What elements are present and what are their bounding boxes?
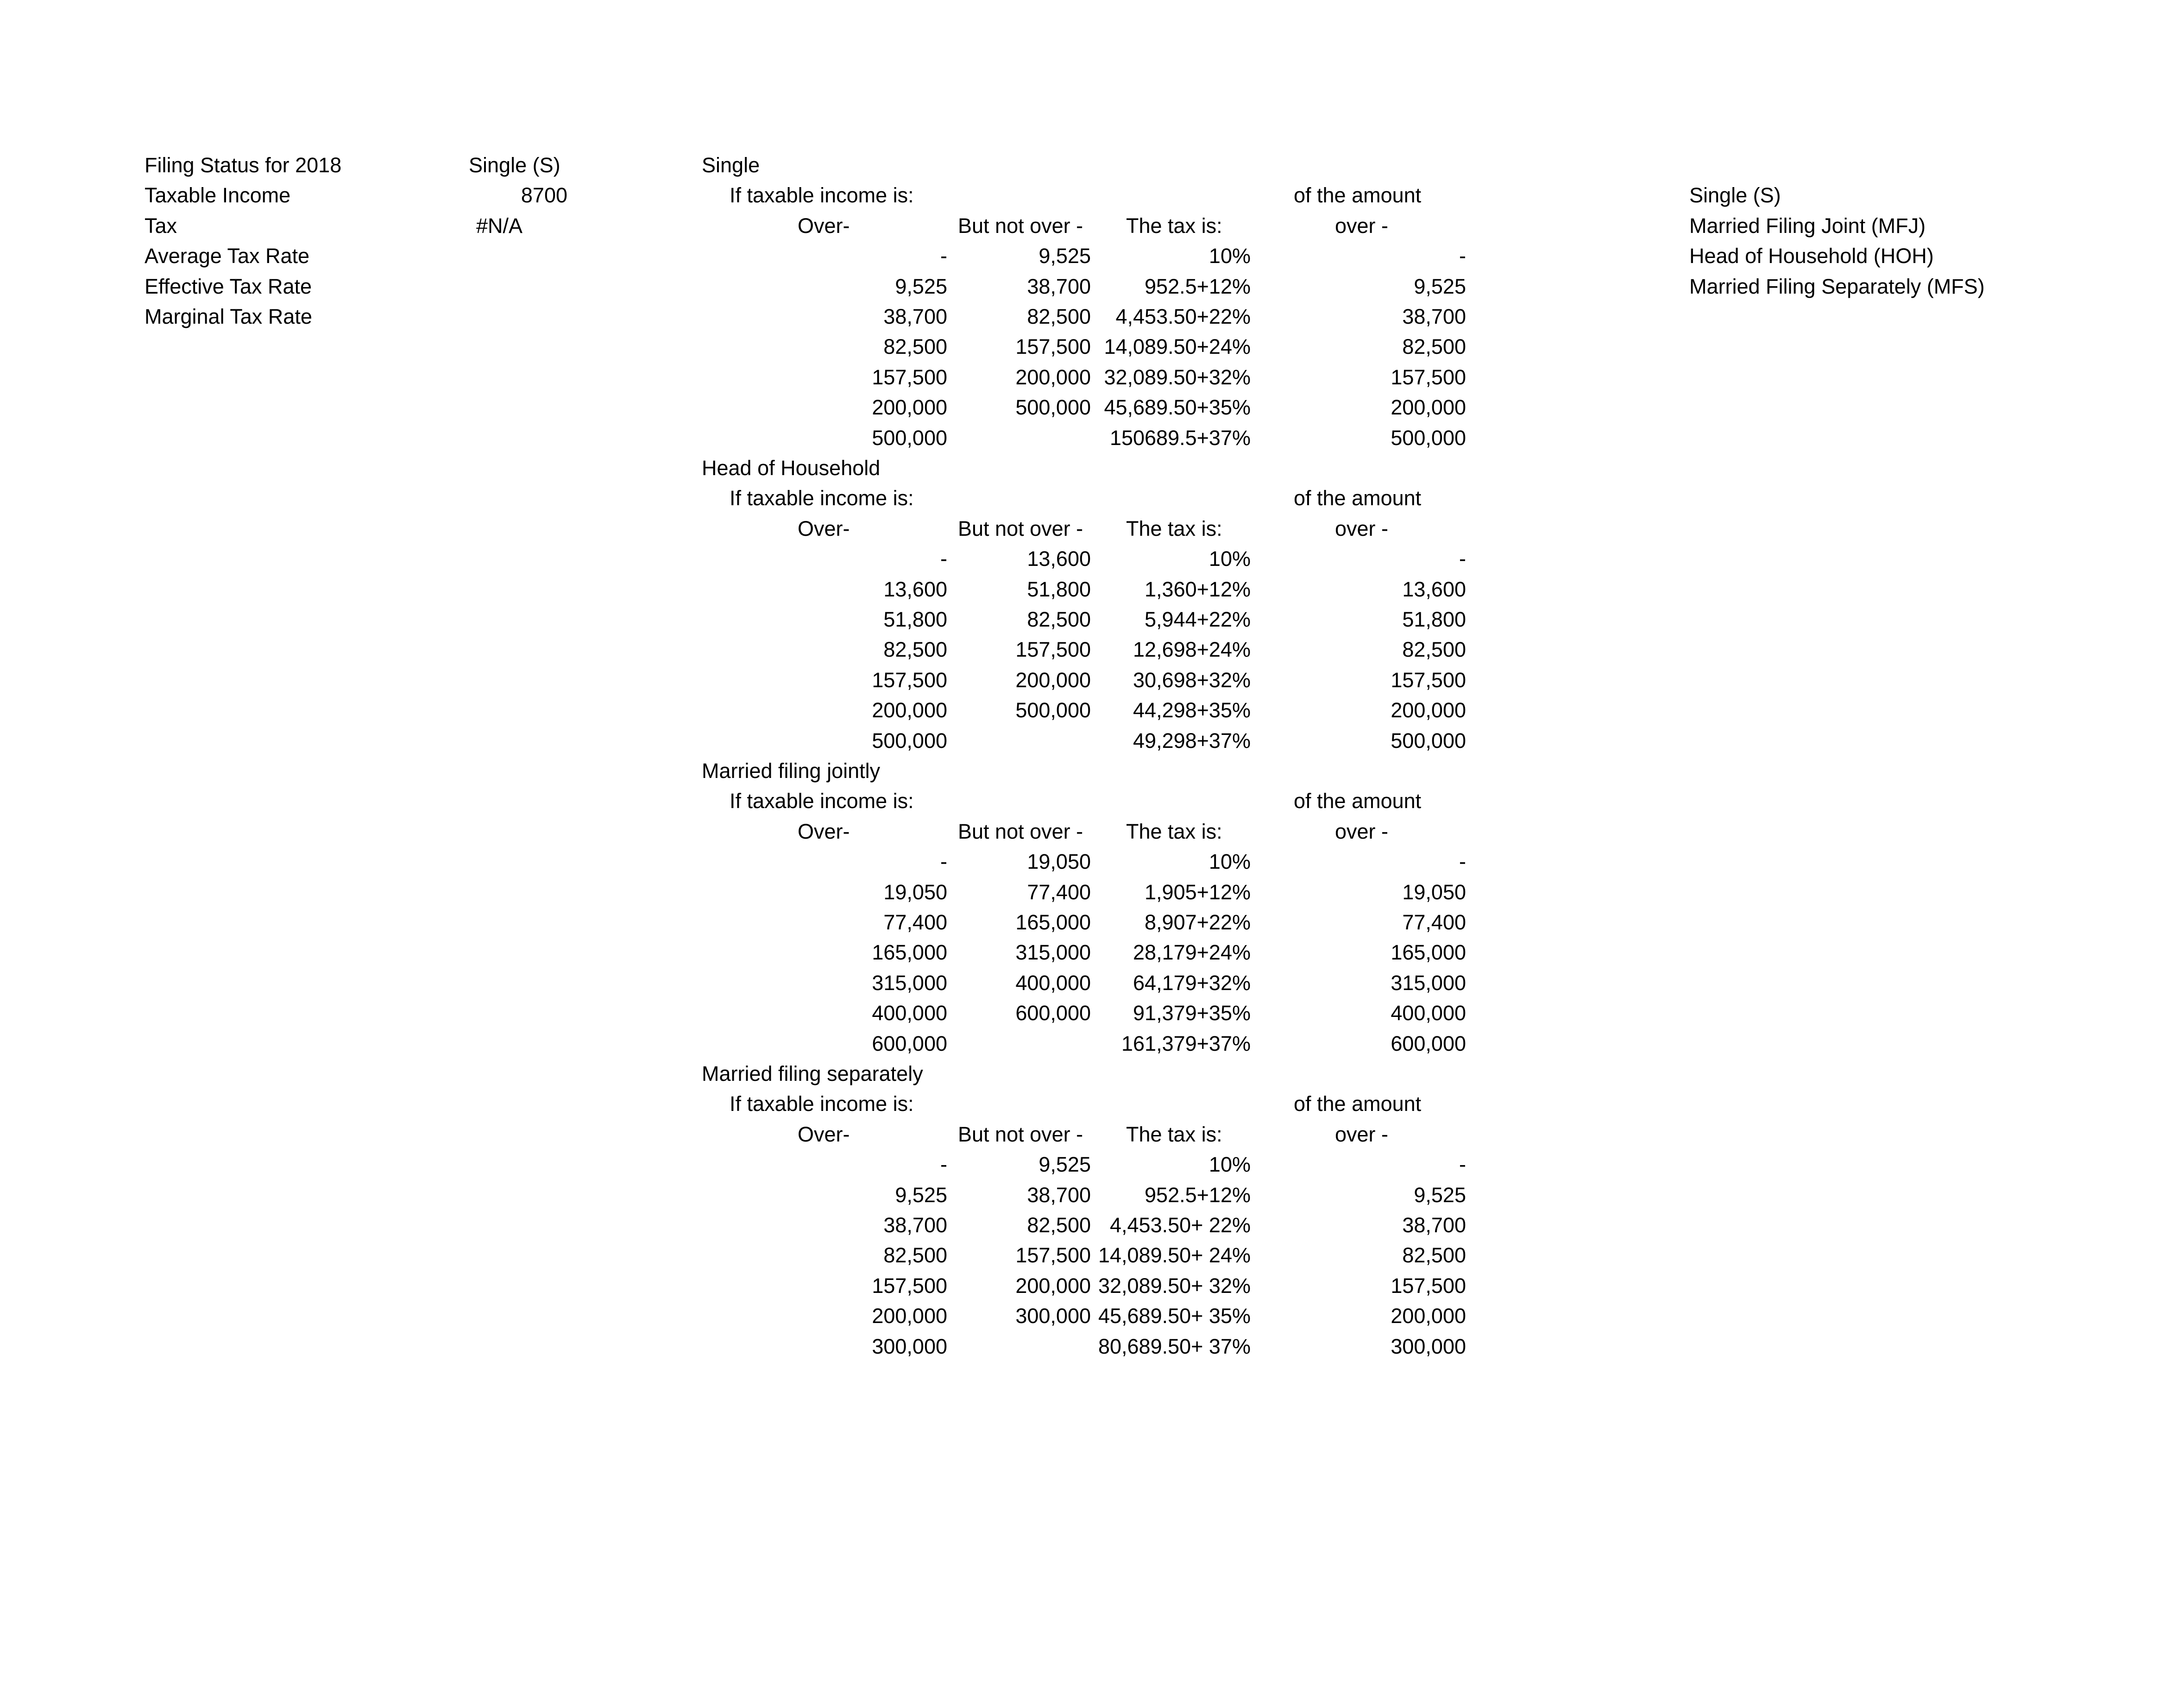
- bracket-amount-over[interactable]: 19,050: [1402, 880, 1466, 904]
- table-header-if-income[interactable]: If taxable income is:: [730, 183, 914, 207]
- bracket-over[interactable]: 200,000: [872, 698, 947, 722]
- col-header-tax[interactable]: The tax is:: [1126, 1122, 1222, 1146]
- bracket-over[interactable]: 200,000: [872, 1304, 947, 1328]
- table-header-if-income[interactable]: If taxable income is:: [730, 1092, 914, 1116]
- table-header-of-amount[interactable]: of the amount: [1294, 183, 1422, 207]
- col-header-not-over[interactable]: But not over -: [958, 516, 1083, 540]
- bracket-over[interactable]: 500,000: [872, 728, 947, 753]
- taxable-income-value[interactable]: 8700: [521, 183, 567, 207]
- bracket-over[interactable]: 77,400: [883, 910, 947, 934]
- bracket-not-over[interactable]: 400,000: [1015, 971, 1091, 995]
- bracket-not-over[interactable]: 300,000: [1015, 1304, 1091, 1328]
- bracket-not-over[interactable]: 82,500: [1027, 1213, 1091, 1237]
- bracket-tax[interactable]: 952.5+12%: [1145, 1183, 1251, 1207]
- bracket-over[interactable]: 9,525: [895, 274, 947, 298]
- bracket-tax[interactable]: 32,089.50+ 32%: [1098, 1273, 1251, 1298]
- bracket-tax[interactable]: 150689.5+37%: [1109, 426, 1251, 450]
- bracket-over[interactable]: 500,000: [872, 426, 947, 450]
- bracket-amount-over[interactable]: 82,500: [1402, 638, 1466, 662]
- table-title[interactable]: Married filing separately: [702, 1062, 923, 1085]
- bracket-over[interactable]: 400,000: [872, 1001, 947, 1025]
- col-header-tax[interactable]: The tax is:: [1126, 213, 1222, 238]
- bracket-over[interactable]: 51,800: [883, 608, 947, 631]
- bracket-tax[interactable]: 10%: [1208, 1153, 1251, 1177]
- bracket-amount-over[interactable]: 200,000: [1391, 395, 1466, 420]
- bracket-amount-over[interactable]: 13,600: [1402, 577, 1466, 601]
- bracket-tax[interactable]: 8,907+22%: [1145, 910, 1251, 934]
- bracket-amount-over[interactable]: -: [1459, 244, 1466, 268]
- bracket-not-over[interactable]: [950, 727, 1091, 755]
- bracket-not-over[interactable]: 157,500: [1015, 1243, 1091, 1267]
- bracket-over[interactable]: 157,500: [872, 1273, 947, 1298]
- bracket-tax[interactable]: 45,689.50+35%: [1104, 395, 1251, 420]
- bracket-amount-over[interactable]: 500,000: [1391, 426, 1466, 450]
- bracket-over[interactable]: 38,700: [883, 305, 947, 328]
- col-header-not-over[interactable]: But not over -: [958, 213, 1083, 238]
- bracket-amount-over[interactable]: 600,000: [1391, 1031, 1466, 1055]
- bracket-tax[interactable]: 45,689.50+ 35%: [1098, 1304, 1251, 1328]
- bracket-over[interactable]: 82,500: [883, 335, 947, 359]
- col-header-amount-over[interactable]: over -: [1335, 819, 1389, 843]
- bracket-not-over[interactable]: 38,700: [1027, 274, 1091, 298]
- col-header-amount-over[interactable]: over -: [1335, 213, 1389, 238]
- bracket-tax[interactable]: 4,453.50+22%: [1115, 305, 1251, 328]
- bracket-amount-over[interactable]: 82,500: [1402, 1243, 1466, 1267]
- filing-status-value[interactable]: Single (S): [469, 153, 560, 177]
- bracket-amount-over[interactable]: 200,000: [1391, 1304, 1466, 1328]
- bracket-tax[interactable]: 91,379+35%: [1133, 1001, 1251, 1025]
- table-header-of-amount[interactable]: of the amount: [1294, 789, 1422, 813]
- col-header-over[interactable]: Over-: [798, 819, 850, 843]
- bracket-not-over[interactable]: 13,600: [1027, 547, 1091, 571]
- bracket-not-over[interactable]: 500,000: [1015, 698, 1091, 722]
- col-header-over[interactable]: Over-: [798, 213, 850, 238]
- bracket-tax[interactable]: 14,089.50+24%: [1104, 335, 1251, 359]
- bracket-over[interactable]: -: [940, 1153, 947, 1177]
- bracket-not-over[interactable]: [950, 424, 1091, 452]
- bracket-not-over[interactable]: 82,500: [1027, 608, 1091, 631]
- bracket-amount-over[interactable]: 500,000: [1391, 728, 1466, 753]
- bracket-over[interactable]: 9,525: [895, 1183, 947, 1207]
- bracket-not-over[interactable]: 315,000: [1015, 941, 1091, 965]
- bracket-not-over[interactable]: 38,700: [1027, 1183, 1091, 1207]
- bracket-tax[interactable]: 28,179+24%: [1133, 941, 1251, 965]
- bracket-tax[interactable]: 10%: [1208, 547, 1251, 571]
- bracket-not-over[interactable]: 51,800: [1027, 577, 1091, 601]
- bracket-not-over[interactable]: 82,500: [1027, 305, 1091, 328]
- status-option[interactable]: Single (S): [1689, 183, 1781, 207]
- bracket-over[interactable]: 165,000: [872, 941, 947, 965]
- bracket-amount-over[interactable]: 51,800: [1402, 608, 1466, 631]
- bracket-tax[interactable]: 5,944+22%: [1145, 608, 1251, 631]
- bracket-tax[interactable]: 10%: [1208, 850, 1251, 874]
- bracket-amount-over[interactable]: 9,525: [1414, 1183, 1466, 1207]
- col-header-amount-over[interactable]: over -: [1335, 516, 1389, 540]
- bracket-tax[interactable]: 4,453.50+ 22%: [1109, 1213, 1251, 1237]
- table-header-if-income[interactable]: If taxable income is:: [730, 789, 914, 813]
- bracket-amount-over[interactable]: 300,000: [1391, 1334, 1466, 1358]
- col-header-tax[interactable]: The tax is:: [1126, 516, 1222, 540]
- col-header-amount-over[interactable]: over -: [1335, 1122, 1389, 1146]
- bracket-tax[interactable]: 161,379+37%: [1121, 1031, 1251, 1055]
- bracket-over[interactable]: -: [940, 850, 947, 874]
- summary-label[interactable]: Effective Tax Rate: [145, 274, 312, 298]
- summary-label[interactable]: Tax: [145, 213, 177, 238]
- table-title[interactable]: Married filing jointly: [702, 759, 881, 783]
- bracket-tax[interactable]: 14,089.50+ 24%: [1098, 1243, 1251, 1267]
- bracket-over[interactable]: 200,000: [872, 395, 947, 420]
- table-title[interactable]: Single: [702, 153, 760, 177]
- status-option[interactable]: Married Filing Joint (MFJ): [1689, 213, 1926, 238]
- bracket-over[interactable]: 157,500: [872, 668, 947, 692]
- bracket-over[interactable]: 38,700: [883, 1213, 947, 1237]
- bracket-not-over[interactable]: 157,500: [1015, 335, 1091, 359]
- table-header-if-income[interactable]: If taxable income is:: [730, 486, 914, 510]
- col-header-over[interactable]: Over-: [798, 1122, 850, 1146]
- col-header-not-over[interactable]: But not over -: [958, 1122, 1083, 1146]
- bracket-over[interactable]: 300,000: [872, 1334, 947, 1358]
- tax-value[interactable]: #N/A: [476, 213, 523, 238]
- bracket-tax[interactable]: 44,298+35%: [1133, 698, 1251, 722]
- bracket-over[interactable]: 600,000: [872, 1031, 947, 1055]
- bracket-over[interactable]: 82,500: [883, 638, 947, 662]
- bracket-over[interactable]: 315,000: [872, 971, 947, 995]
- bracket-not-over[interactable]: 200,000: [1015, 1273, 1091, 1298]
- bracket-amount-over[interactable]: 157,500: [1391, 1273, 1466, 1298]
- bracket-tax[interactable]: 64,179+32%: [1133, 971, 1251, 995]
- bracket-amount-over[interactable]: 77,400: [1402, 910, 1466, 934]
- status-option[interactable]: Married Filing Separately (MFS): [1689, 274, 1985, 298]
- bracket-over[interactable]: -: [940, 547, 947, 571]
- bracket-over[interactable]: 157,500: [872, 365, 947, 389]
- bracket-over[interactable]: -: [940, 244, 947, 268]
- bracket-amount-over[interactable]: -: [1459, 850, 1466, 874]
- bracket-tax[interactable]: 30,698+32%: [1133, 668, 1251, 692]
- bracket-tax[interactable]: 49,298+37%: [1133, 728, 1251, 753]
- bracket-amount-over[interactable]: 200,000: [1391, 698, 1466, 722]
- status-option[interactable]: Head of Household (HOH): [1689, 244, 1934, 268]
- bracket-not-over[interactable]: 9,525: [1039, 1153, 1091, 1177]
- col-header-not-over[interactable]: But not over -: [958, 819, 1083, 843]
- bracket-amount-over[interactable]: 157,500: [1391, 668, 1466, 692]
- summary-label[interactable]: Filing Status for 2018: [145, 153, 342, 177]
- summary-label[interactable]: Average Tax Rate: [145, 244, 310, 268]
- bracket-amount-over[interactable]: -: [1459, 1153, 1466, 1177]
- summary-label[interactable]: Marginal Tax Rate: [145, 305, 312, 328]
- bracket-amount-over[interactable]: 315,000: [1391, 971, 1466, 995]
- bracket-amount-over[interactable]: 9,525: [1414, 274, 1466, 298]
- bracket-not-over[interactable]: [950, 1333, 1091, 1361]
- bracket-tax[interactable]: 952.5+12%: [1145, 274, 1251, 298]
- table-header-of-amount[interactable]: of the amount: [1294, 1092, 1422, 1116]
- bracket-not-over[interactable]: 19,050: [1027, 850, 1091, 874]
- bracket-not-over[interactable]: 9,525: [1039, 244, 1091, 268]
- col-header-tax[interactable]: The tax is:: [1126, 819, 1222, 843]
- bracket-tax[interactable]: 12,698+24%: [1133, 638, 1251, 662]
- bracket-tax[interactable]: 32,089.50+32%: [1104, 365, 1251, 389]
- bracket-not-over[interactable]: 165,000: [1015, 910, 1091, 934]
- bracket-amount-over[interactable]: 157,500: [1391, 365, 1466, 389]
- bracket-not-over[interactable]: 600,000: [1015, 1001, 1091, 1025]
- bracket-amount-over[interactable]: 400,000: [1391, 1001, 1466, 1025]
- bracket-tax[interactable]: 80,689.50+ 37%: [1098, 1334, 1251, 1358]
- bracket-amount-over[interactable]: 38,700: [1402, 1213, 1466, 1237]
- bracket-amount-over[interactable]: 38,700: [1402, 305, 1466, 328]
- bracket-tax[interactable]: 1,905+12%: [1145, 880, 1251, 904]
- bracket-amount-over[interactable]: 82,500: [1402, 335, 1466, 359]
- col-header-over[interactable]: Over-: [798, 516, 850, 540]
- bracket-tax[interactable]: 1,360+12%: [1145, 577, 1251, 601]
- bracket-not-over[interactable]: [950, 1030, 1091, 1058]
- bracket-over[interactable]: 82,500: [883, 1243, 947, 1267]
- bracket-amount-over[interactable]: 165,000: [1391, 941, 1466, 965]
- table-header-of-amount[interactable]: of the amount: [1294, 486, 1422, 510]
- bracket-not-over[interactable]: 200,000: [1015, 668, 1091, 692]
- bracket-tax[interactable]: 10%: [1208, 244, 1251, 268]
- bracket-over[interactable]: 13,600: [883, 577, 947, 601]
- bracket-over[interactable]: 19,050: [883, 880, 947, 904]
- bracket-amount-over[interactable]: -: [1459, 547, 1466, 571]
- bracket-not-over[interactable]: 200,000: [1015, 365, 1091, 389]
- bracket-not-over[interactable]: 157,500: [1015, 638, 1091, 662]
- bracket-not-over[interactable]: 77,400: [1027, 880, 1091, 904]
- summary-label[interactable]: Taxable Income: [145, 183, 291, 207]
- bracket-not-over[interactable]: 500,000: [1015, 395, 1091, 420]
- table-title[interactable]: Head of Household: [702, 456, 881, 480]
